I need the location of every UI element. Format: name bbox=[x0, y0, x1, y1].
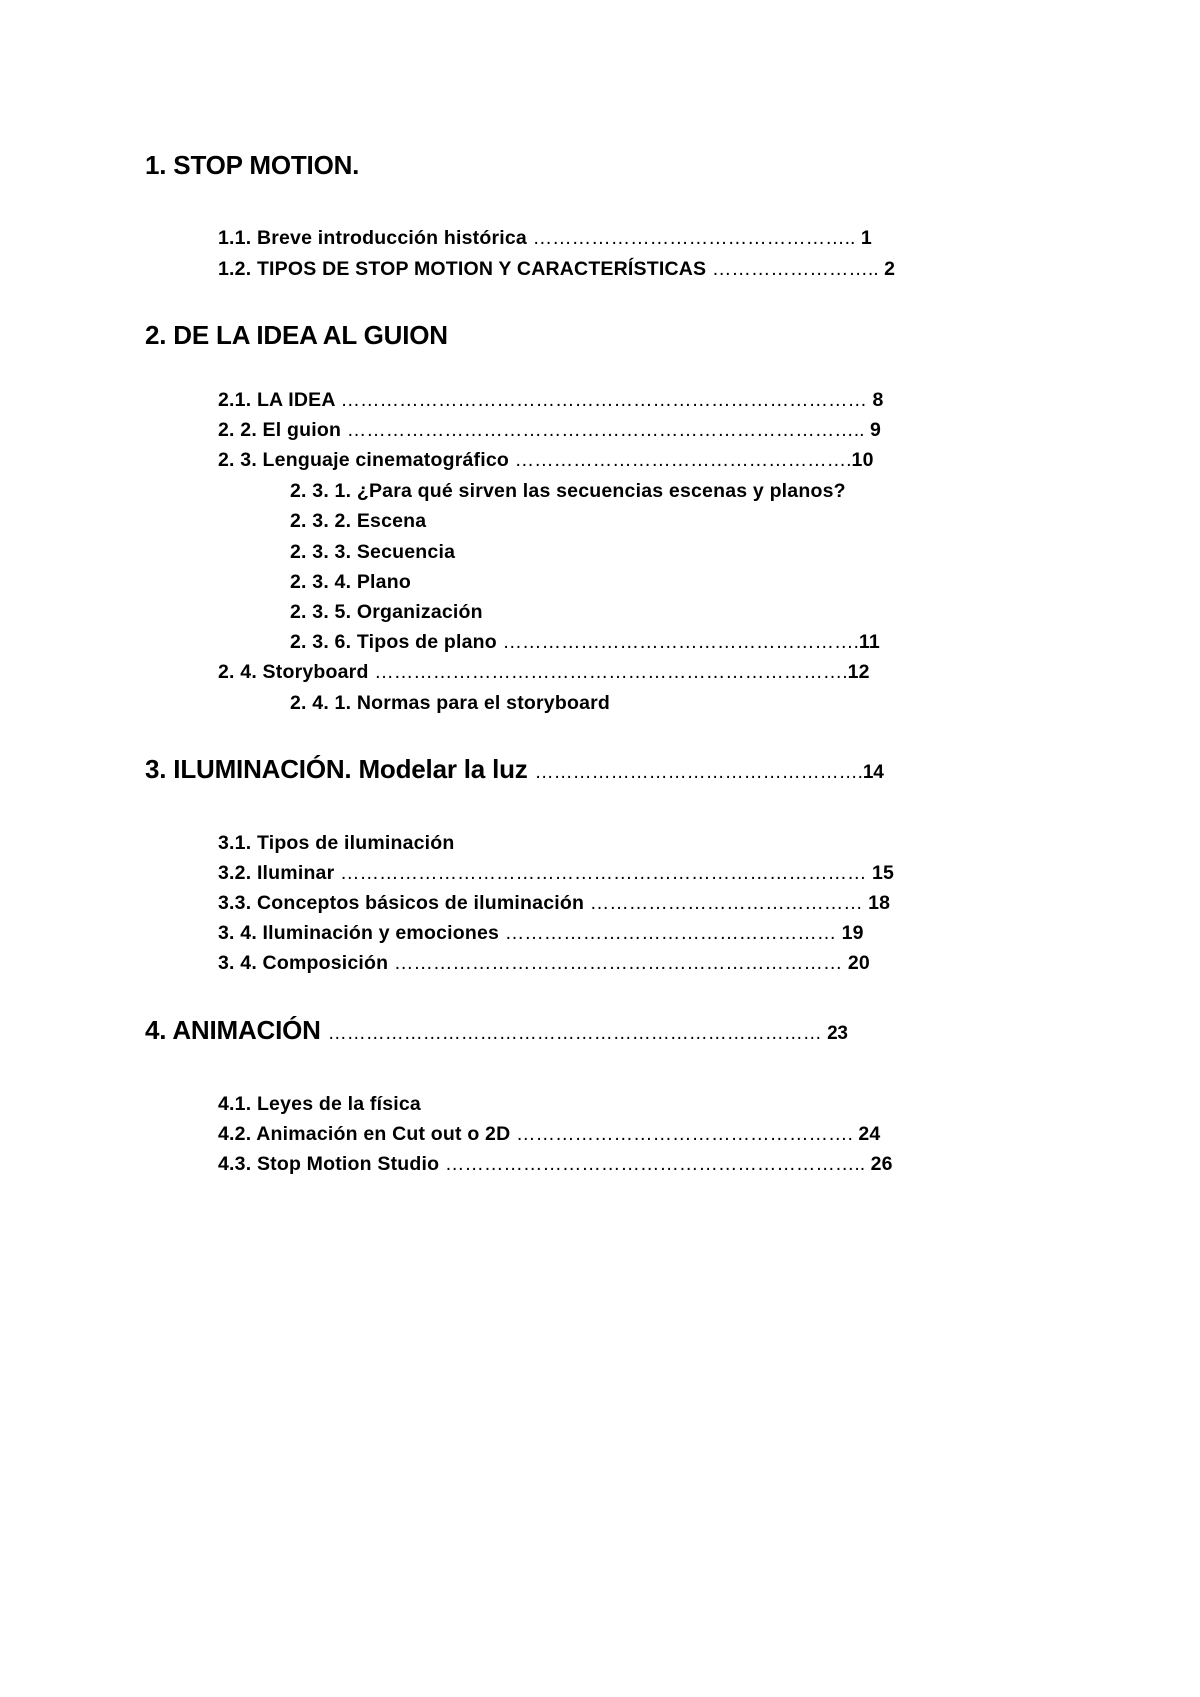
toc-entry[interactable] bbox=[218, 229, 872, 249]
entry-page-number: 12 bbox=[847, 661, 870, 683]
entry-label: 4.3. Stop Motion Studio bbox=[218, 1153, 445, 1175]
entry-page-number: 2 bbox=[884, 258, 896, 280]
toc-subentry[interactable] bbox=[290, 603, 483, 623]
entry-leader-dots: ………………………………………………. bbox=[502, 631, 859, 653]
entry-label: 2. 3. 4. Plano bbox=[290, 571, 411, 593]
entry-page-number: 10 bbox=[851, 449, 874, 471]
entry-leader-dots: ……………………………………………………………………… bbox=[340, 389, 873, 411]
toc-subentry[interactable] bbox=[290, 482, 846, 502]
toc-entry[interactable] bbox=[218, 1155, 893, 1175]
entry-label: 2.1. LA IDEA bbox=[218, 389, 341, 411]
entry-leader-dots: ……………………………………………………………………… bbox=[340, 862, 872, 884]
entry-label: 3.2. Iluminar bbox=[218, 862, 341, 884]
entry-leader-dots: …………………………………… bbox=[589, 892, 869, 914]
section-heading-3 bbox=[145, 756, 884, 782]
heading-page-number: 14 bbox=[862, 762, 884, 783]
entry-label: 3.1. Tipos de iluminación bbox=[218, 832, 455, 854]
entry-leader-dots: …………………………………………… bbox=[504, 922, 842, 944]
entry-page-number: 19 bbox=[841, 922, 864, 944]
toc-entry[interactable] bbox=[218, 864, 894, 884]
entry-page-number: 11 bbox=[858, 631, 880, 653]
entry-label: 1.1. Breve introducción histórica bbox=[218, 227, 533, 249]
entry-leader-dots: ……………………………………………. bbox=[516, 1123, 859, 1145]
entry-leader-dots: …………………………………………………………… bbox=[393, 952, 848, 974]
toc-entry[interactable] bbox=[218, 834, 455, 854]
entry-page-number: 26 bbox=[870, 1153, 893, 1175]
toc-subentry[interactable] bbox=[290, 633, 880, 653]
section-heading-text: 2. DE LA IDEA AL GUION bbox=[145, 320, 448, 350]
entry-page-number: 9 bbox=[869, 419, 881, 441]
toc-entry[interactable] bbox=[218, 421, 881, 441]
toc-entry[interactable] bbox=[218, 260, 895, 280]
toc-subentry[interactable] bbox=[290, 573, 411, 593]
heading-leader-dots: …………………………………………………………………… bbox=[327, 1023, 828, 1044]
toc-entry[interactable] bbox=[218, 391, 883, 411]
toc-entry[interactable] bbox=[218, 894, 890, 914]
entry-page-number: 18 bbox=[868, 892, 891, 914]
entry-leader-dots: ………………………………………….. bbox=[532, 227, 861, 249]
entry-label: 2. 3. Lenguaje cinematográfico bbox=[218, 449, 515, 471]
entry-label: 2. 2. El guion bbox=[218, 419, 347, 441]
entry-label: 2. 3. 5. Organización bbox=[290, 601, 483, 623]
entry-label: 3.3. Conceptos básicos de iluminación bbox=[218, 892, 590, 914]
entry-label: 2. 4. 1. Normas para el storyboard bbox=[290, 692, 611, 714]
entry-leader-dots: ………………………………………………………………. bbox=[374, 661, 848, 683]
toc-subentry[interactable] bbox=[290, 543, 455, 563]
entry-label: 4.1. Leyes de la física bbox=[218, 1093, 421, 1115]
entry-page-number: 8 bbox=[872, 389, 884, 411]
entry-leader-dots: ……………………………………………………….. bbox=[444, 1153, 871, 1175]
entry-label: 1.2. TIPOS DE STOP MOTION Y CARACTERÍSTICAS bbox=[218, 258, 712, 280]
toc-entry[interactable] bbox=[218, 451, 874, 471]
entry-page-number: 24 bbox=[858, 1123, 881, 1145]
entry-leader-dots: …………………….. bbox=[711, 258, 885, 280]
entry-label: 2. 3. 6. Tipos de plano bbox=[290, 631, 503, 653]
heading-page-number: 23 bbox=[827, 1023, 848, 1044]
toc-subentry[interactable] bbox=[290, 694, 610, 714]
toc-entry[interactable] bbox=[218, 954, 870, 974]
section-heading-text: 3. ILUMINACIÓN. Modelar la luz bbox=[145, 754, 535, 784]
toc-subentry[interactable] bbox=[290, 512, 426, 532]
entry-leader-dots: …………………………………………………………………….. bbox=[346, 419, 870, 441]
entry-label: 3. 4. Composición bbox=[218, 952, 394, 974]
toc-entry[interactable] bbox=[218, 1125, 880, 1145]
toc-entry[interactable] bbox=[218, 924, 864, 944]
entry-label: 2. 3. 2. Escena bbox=[290, 510, 427, 532]
toc-entry[interactable] bbox=[218, 663, 870, 683]
toc-entry[interactable] bbox=[218, 1095, 421, 1115]
entry-label: 2. 4. Storyboard bbox=[218, 661, 375, 683]
heading-leader-dots: ……………………………………………. bbox=[534, 762, 863, 783]
section-heading-text: 4. ANIMACIÓN bbox=[145, 1015, 328, 1045]
entry-page-number: 15 bbox=[871, 862, 895, 884]
section-heading-text: 1. STOP MOTION. bbox=[145, 150, 360, 180]
entry-label: 2. 3. 1. ¿Para qué sirven las secuencias escenas y planos? bbox=[290, 480, 846, 502]
entry-label: 4.2. Animación en Cut out o 2D bbox=[218, 1123, 517, 1145]
entry-label: 2. 3. 3. Secuencia bbox=[290, 541, 456, 563]
entry-label: 3. 4. Iluminación y emociones bbox=[218, 922, 505, 944]
entry-page-number: 20 bbox=[847, 952, 870, 974]
section-heading-2 bbox=[145, 322, 448, 348]
entry-leader-dots: ……………………………………………. bbox=[514, 449, 852, 471]
section-heading-4 bbox=[145, 1017, 848, 1043]
entry-page-number: 1 bbox=[860, 227, 872, 249]
section-heading-1 bbox=[145, 152, 359, 178]
